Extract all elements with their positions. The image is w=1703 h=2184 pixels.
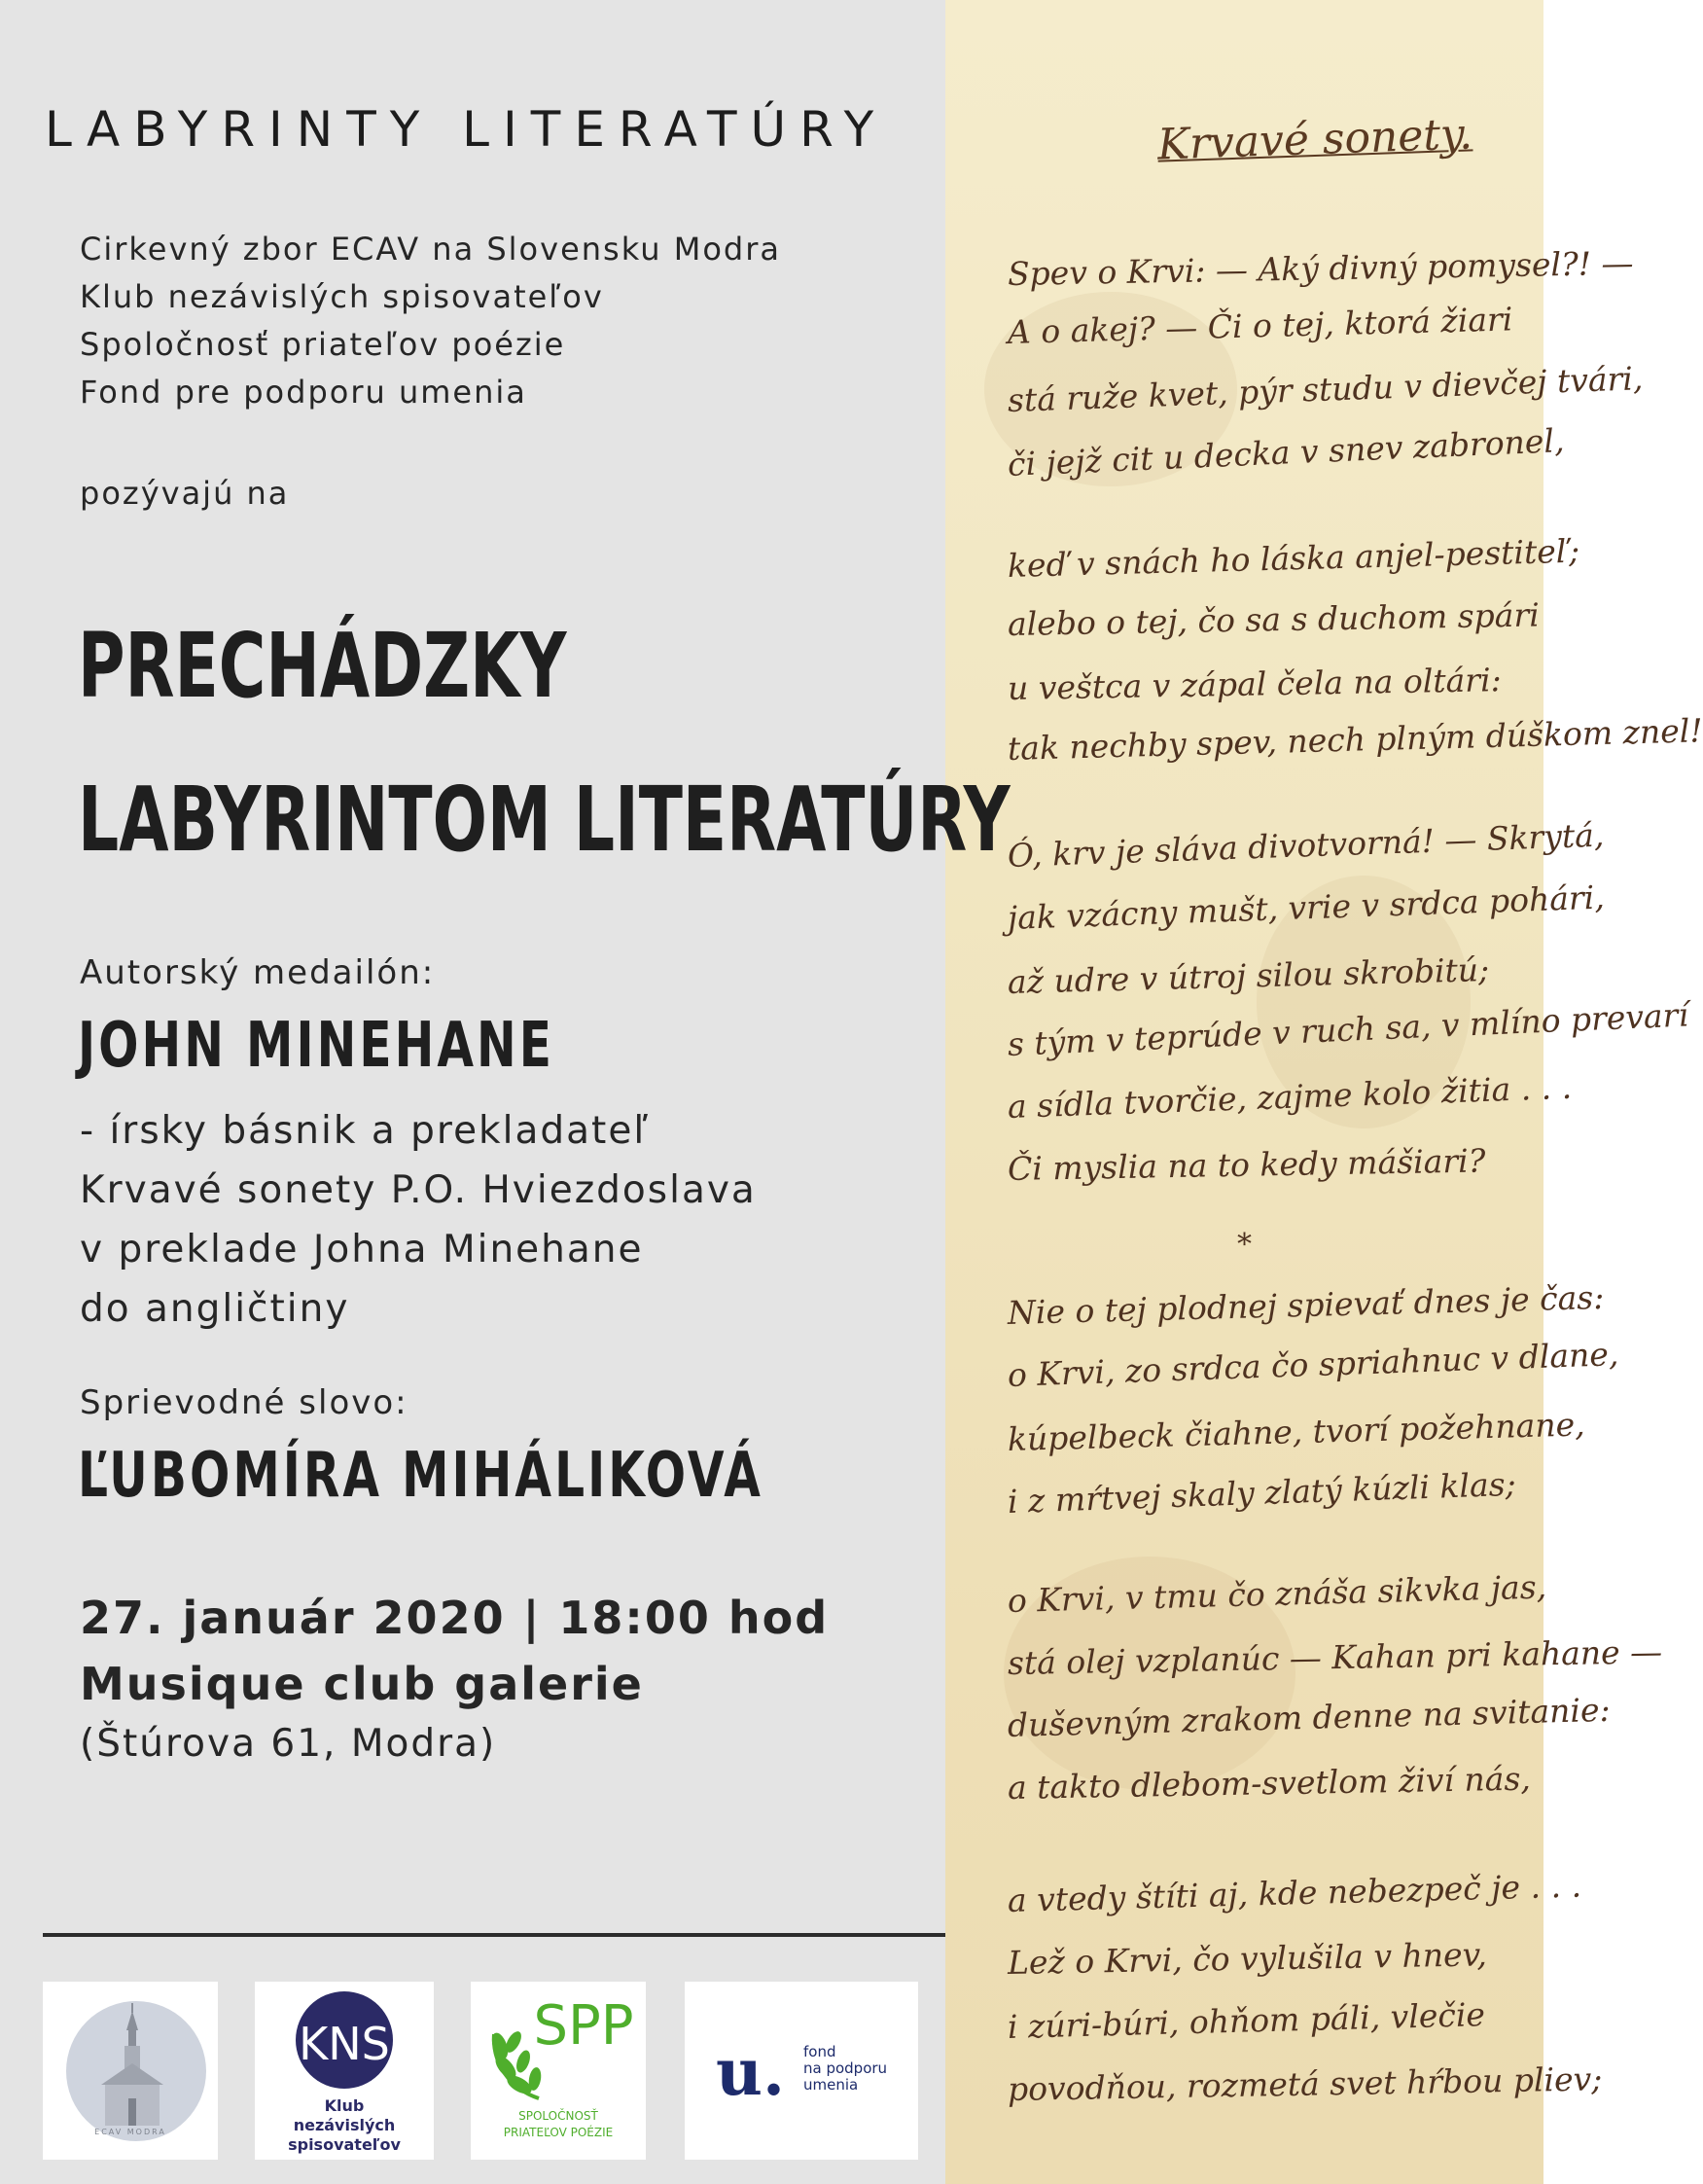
manuscript-line: keď v snách ho láska anjel-pestiteľ; bbox=[1007, 531, 1580, 585]
manuscript-line: a vtedy štíti aj, kde nebezpeč je . . . bbox=[1007, 1866, 1582, 1919]
manuscript-line: kúpelbeck čiahne, tvorí požehnane, bbox=[1007, 1405, 1586, 1458]
manuscript-line: stá ruže kvet, pýr studu v dievčej tvári, bbox=[1007, 359, 1644, 419]
event-date-time: 27. január 2020 | 18:00 hod bbox=[80, 1592, 830, 1644]
description-line: Krvavé sonety P.O. Hviezdoslava bbox=[80, 1168, 757, 1212]
caption-line: PRIATEĽOV POÉZIE bbox=[503, 2126, 614, 2139]
invite-text: pozývajú na bbox=[80, 475, 290, 512]
logo-ecav-modra bbox=[43, 1982, 218, 2160]
manuscript-line: duševným zrakom denne na svitanie: bbox=[1007, 1690, 1612, 1744]
caption-line: fond bbox=[803, 2043, 836, 2060]
manuscript-line: A o akej? — Či o tej, ktorá žiari bbox=[1007, 300, 1513, 351]
event-title bbox=[78, 590, 1011, 897]
description-line: - írsky básnik a prekladateľ bbox=[80, 1109, 650, 1153]
description-line: v preklade Johna Minehane bbox=[80, 1228, 644, 1271]
caption-line: nezávislých bbox=[293, 2116, 396, 2134]
organizers-list bbox=[80, 226, 781, 416]
manuscript-line: Či myslia na to kedy mášiari? bbox=[1007, 1141, 1486, 1188]
manuscript-line: Ó, krv je sláva divotvorná! — Skrytá, bbox=[1007, 815, 1605, 875]
manuscript-line: i z mŕtvej skaly zlatý kúzli klas; bbox=[1007, 1464, 1517, 1521]
kns-emblem-icon bbox=[255, 1982, 434, 2098]
author-name: JOHN MINEHANE bbox=[78, 1010, 555, 1082]
organizer-item: Fond pre podporu umenia bbox=[80, 374, 527, 411]
logo-monogram: u. bbox=[716, 2034, 785, 2110]
laurel-icon bbox=[471, 1982, 646, 2108]
organizer-item: Spoločnosť priateľov poézie bbox=[80, 326, 566, 363]
organizer-item: Klub nezávislých spisovateľov bbox=[80, 278, 604, 315]
logo-monogram: KNS bbox=[299, 2018, 390, 2070]
manuscript-line: povodňou, rozmetá svet hŕbou pliev; bbox=[1007, 2059, 1603, 2108]
intro-name: ĽUBOMÍRA MIHÁLIKOVÁ bbox=[78, 1440, 763, 1512]
event-title-line: PRECHÁDZKY bbox=[78, 614, 567, 718]
intro-label: Sprievodné slovo: bbox=[80, 1383, 408, 1422]
caption-line: umenia bbox=[803, 2076, 859, 2094]
medallion-label: Autorský medailón: bbox=[80, 953, 436, 992]
manuscript-line: Lež o Krvi, čo vylušila v hnev, bbox=[1007, 1935, 1488, 1982]
manuscript-line: alebo o tej, čo sa s duchom spári bbox=[1007, 595, 1541, 643]
caption-line: SPOLOČNOSŤ bbox=[518, 2109, 598, 2123]
logo-caption bbox=[803, 2044, 887, 2094]
logo-caption bbox=[471, 2108, 646, 2141]
divider bbox=[43, 1933, 945, 1937]
logo-spp bbox=[471, 1982, 646, 2160]
logo-kns bbox=[255, 1982, 434, 2160]
manuscript-line: o Krvi, zo srdca čo spriahnuc v dlane, bbox=[1007, 1335, 1619, 1394]
event-title-line: LABYRINTOM LITERATÚRY bbox=[78, 768, 1011, 872]
series-title: LABYRINTY LITERATÚRY bbox=[45, 101, 888, 158]
manuscript-line: i zúri-búri, ohňom páli, vlečie bbox=[1007, 1995, 1486, 2046]
caption-line: na podporu bbox=[803, 2059, 888, 2077]
manuscript-line: či jejž cit u decka v snev zabronel, bbox=[1007, 421, 1566, 483]
caption-line: Klub bbox=[324, 2096, 365, 2115]
manuscript-line: a takto dlebom-svetlom živí nás, bbox=[1007, 1759, 1532, 1807]
logo-caption: ECAV MODRA bbox=[94, 2128, 166, 2136]
manuscript-line: a sídla tvorčie, zajme kolo žitia . . . bbox=[1007, 1067, 1573, 1126]
manuscript-line: tak nechby spev, nech plným dúškom znel! bbox=[1007, 711, 1703, 768]
manuscript-line: stá olej vzplanúc — Kahan pri kahane — bbox=[1007, 1632, 1663, 1682]
manuscript-line: Nie o tej plodnej spievať dnes je čas: bbox=[1007, 1277, 1605, 1332]
manuscript-line: Spev o Krvi: — Aký divný pomysel?! — bbox=[1007, 243, 1634, 293]
description-line: do angličtiny bbox=[80, 1287, 350, 1331]
logo-fpu bbox=[685, 1982, 918, 2160]
logo-monogram: SPP bbox=[533, 1994, 634, 2058]
manuscript-line: u veštca v zápal čela na oltári: bbox=[1007, 661, 1503, 707]
manuscript-line: s tým v teprúde v ruch sa, v mlíno prevarí bbox=[1007, 995, 1689, 1063]
caption-line: spisovateľov bbox=[288, 2135, 401, 2154]
manuscript-line: o Krvi, v tmu čo znáša sikvka jas, bbox=[1007, 1567, 1547, 1620]
organizer-item: Cirkevný zbor ECAV na Slovensku Modra bbox=[80, 231, 781, 268]
logo-caption bbox=[255, 2096, 434, 2155]
manuscript-title: Krvavé sonety. bbox=[1156, 109, 1473, 170]
manuscript-separator: * bbox=[1237, 1228, 1252, 1262]
event-venue: Musique club galerie bbox=[80, 1658, 644, 1710]
author-description bbox=[80, 1101, 757, 1339]
manuscript-line: až udre v útroj silou skrobitú; bbox=[1007, 950, 1490, 1001]
event-address: (Štúrova 61, Modra) bbox=[80, 1722, 497, 1766]
manuscript-line: jak vzácny mušt, vrie v srdca pohári, bbox=[1007, 877, 1606, 937]
